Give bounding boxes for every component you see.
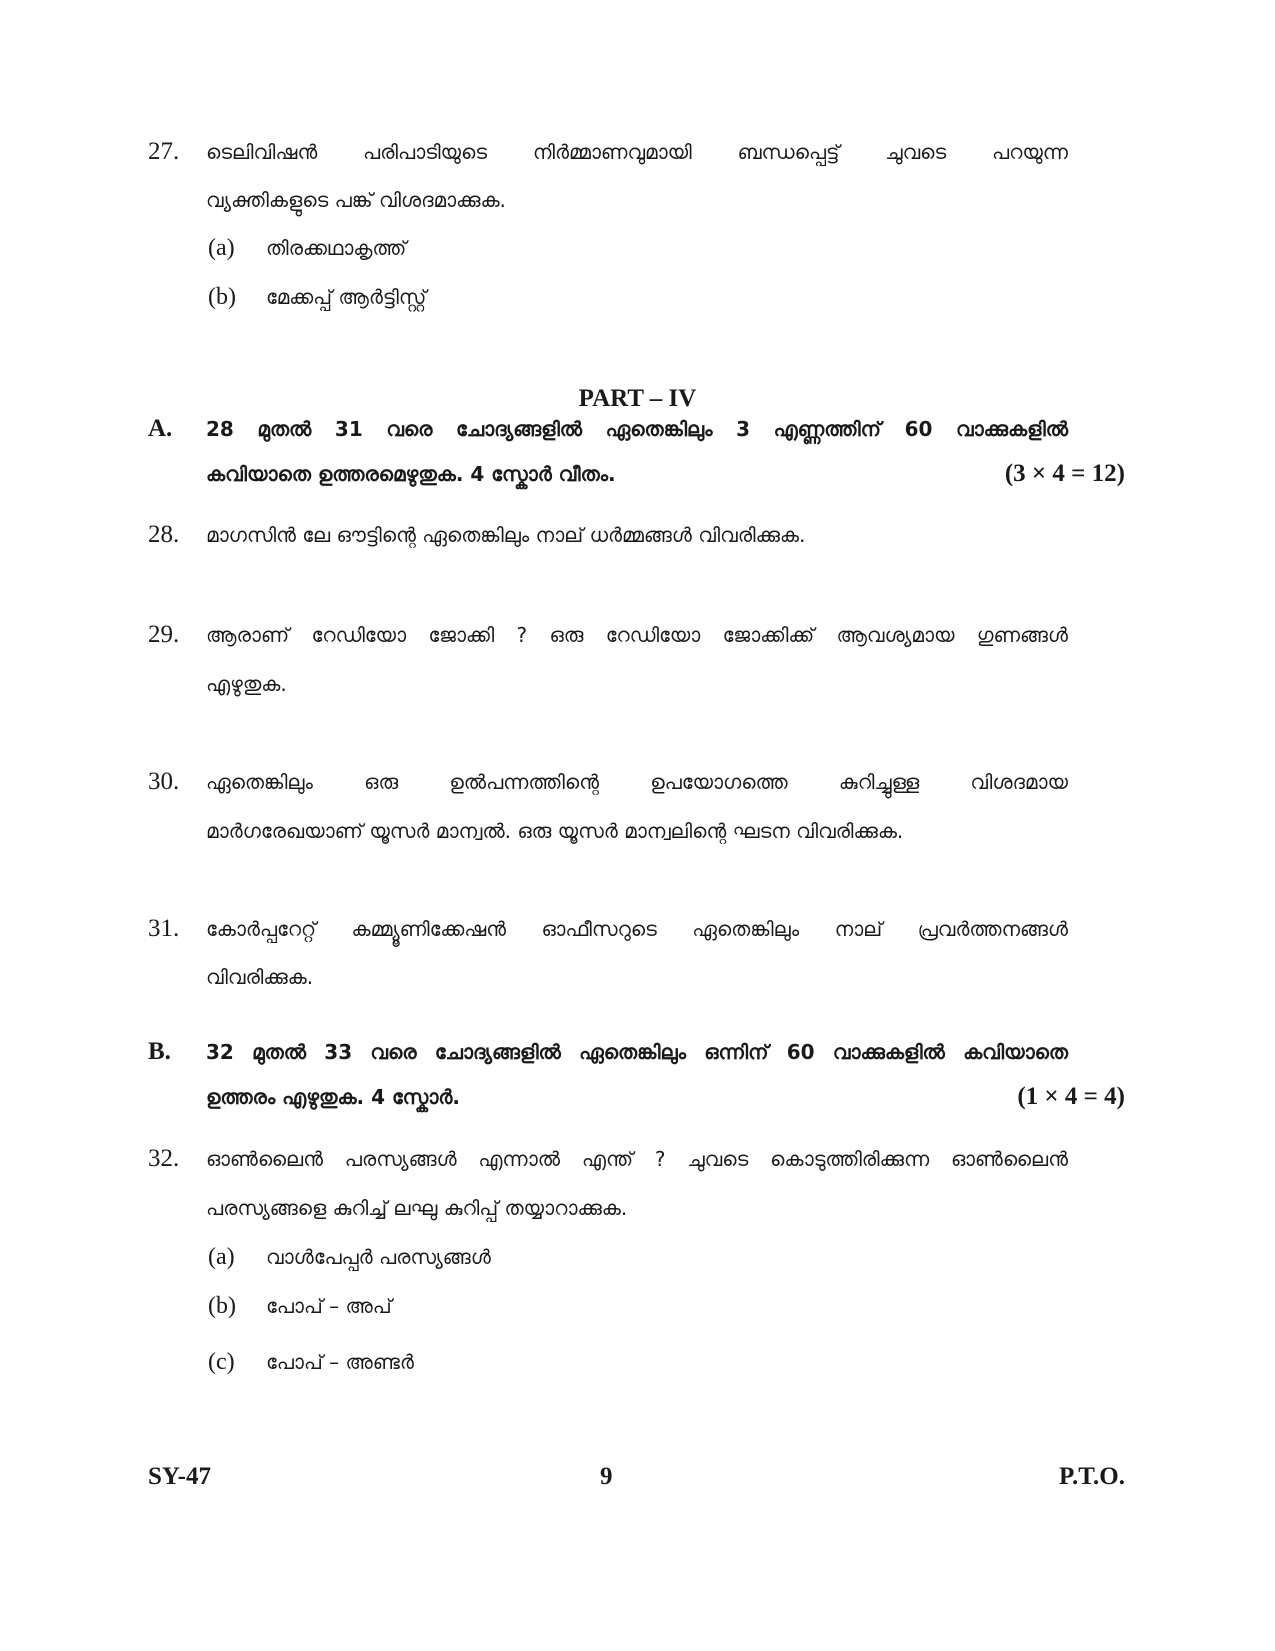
question-text-line: എഴുതുക. [206,672,287,696]
question-text-line: പരസ്യങ്ങളെ കുറിച്ച് ലഘു കുറിപ്പ് തയ്യാറാക്കുക. [206,1196,628,1220]
question-number: 32. [148,1145,180,1172]
option-label: (a) [208,235,235,261]
option-label: (b) [208,1293,236,1319]
instruction-line: കവിയാതെ ഉത്തരമെഴുതുക. 4 സ്കോർ വീതം. [206,462,616,486]
question-text-line: വ്യക്തികളുടെ പങ്ക് വിശദമാക്കുക. [206,188,506,212]
option-text: മേക്കപ്പ് ആർട്ടിസ്റ്റ് [266,285,427,309]
question-text-line: ഏതെങ്കിലും ഒരു ഉൽപന്നത്തിന്റെ ഉപയോഗത്തെ കുറിച്ചുള്ള വിശദമായ [206,770,1068,794]
question-text-line: കോർപ്പറേറ്റ് കമ്മ്യൂണിക്കേഷൻ ഓഫീസറുടെ ഏതെങ്കിലും നാല് പ്രവർത്തനങ്ങൾ [206,917,1068,941]
page-number: 9 [600,1463,613,1490]
score-label: (3 × 4 = 12) [1004,460,1125,487]
option-text: വാൾപേപ്പർ പരസ്യങ്ങൾ [266,1245,491,1269]
question-text-line: ടെലിവിഷൻ പരിപാടിയുടെ നിർമ്മാണവുമായി ബന്ധപ്പെട്ട് ചുവടെ പറയുന്ന [206,140,1068,164]
pto-label: P.T.O. [1059,1463,1125,1490]
question-text-line: ആരാണ് റേഡിയോ ജോക്കി ? ഒരു റേഡിയോ ജോക്കിക്ക് ആവശ്യമായ ഗുണങ്ങൾ [206,623,1068,647]
option-text: തിരക്കഥാകൃത്ത് [266,236,407,260]
option-label: (c) [208,1349,235,1375]
instruction-line: ഉത്തരം എഴുതുക. 4 സ്കോർ. [206,1085,461,1109]
option-text: പോപ് – അണ്ടർ [266,1350,414,1374]
score-label: (1 × 4 = 4) [1017,1083,1125,1110]
option-label: (a) [208,1244,235,1270]
instruction-line: 28 മുതൽ 31 വരെ ചോദ്യങ്ങളിൽ ഏതെങ്കിലും 3 എണ്ണത്തിന് 60 വാക്കുകളിൽ [206,417,1068,441]
question-text-line: വിവരിക്കുക. [206,965,314,989]
question-number: 29. [148,621,180,648]
question-text-line: മാഗസിൻ ലേ ഔട്ടിന്റെ ഏതെങ്കിലും നാല് ധർമ്മങ്ങൾ വിവരിക്കുക. [206,523,806,547]
option-label: (b) [208,284,236,310]
question-number: 27. [148,138,180,165]
section-letter: B. [148,1038,171,1065]
part-title: PART – IV [578,385,697,412]
question-text-line: മാർഗരേഖയാണ് യൂസർ മാന്വൽ. ഒരു യൂസർ മാന്വലിന്റെ ഘടന വിവരിക്കുക. [206,819,904,843]
question-number: 31. [148,915,180,942]
question-number: 30. [148,768,180,795]
section-letter: A. [148,415,173,442]
option-text: പോപ് – അപ് [266,1294,392,1318]
instruction-line: 32 മുതൽ 33 വരെ ചോദ്യങ്ങളിൽ ഏതെങ്കിലും ഒന്നിന് 60 വാക്കുകളിൽ കവിയാതെ [206,1040,1068,1064]
question-text-line: ഓൺലൈൻ പരസ്യങ്ങൾ എന്നാൽ എന്ത് ? ചുവടെ കൊടുത്തിരിക്കുന്ന ഓൺലൈൻ [206,1147,1068,1171]
question-number: 28. [148,521,180,548]
paper-code: SY-47 [148,1463,211,1490]
